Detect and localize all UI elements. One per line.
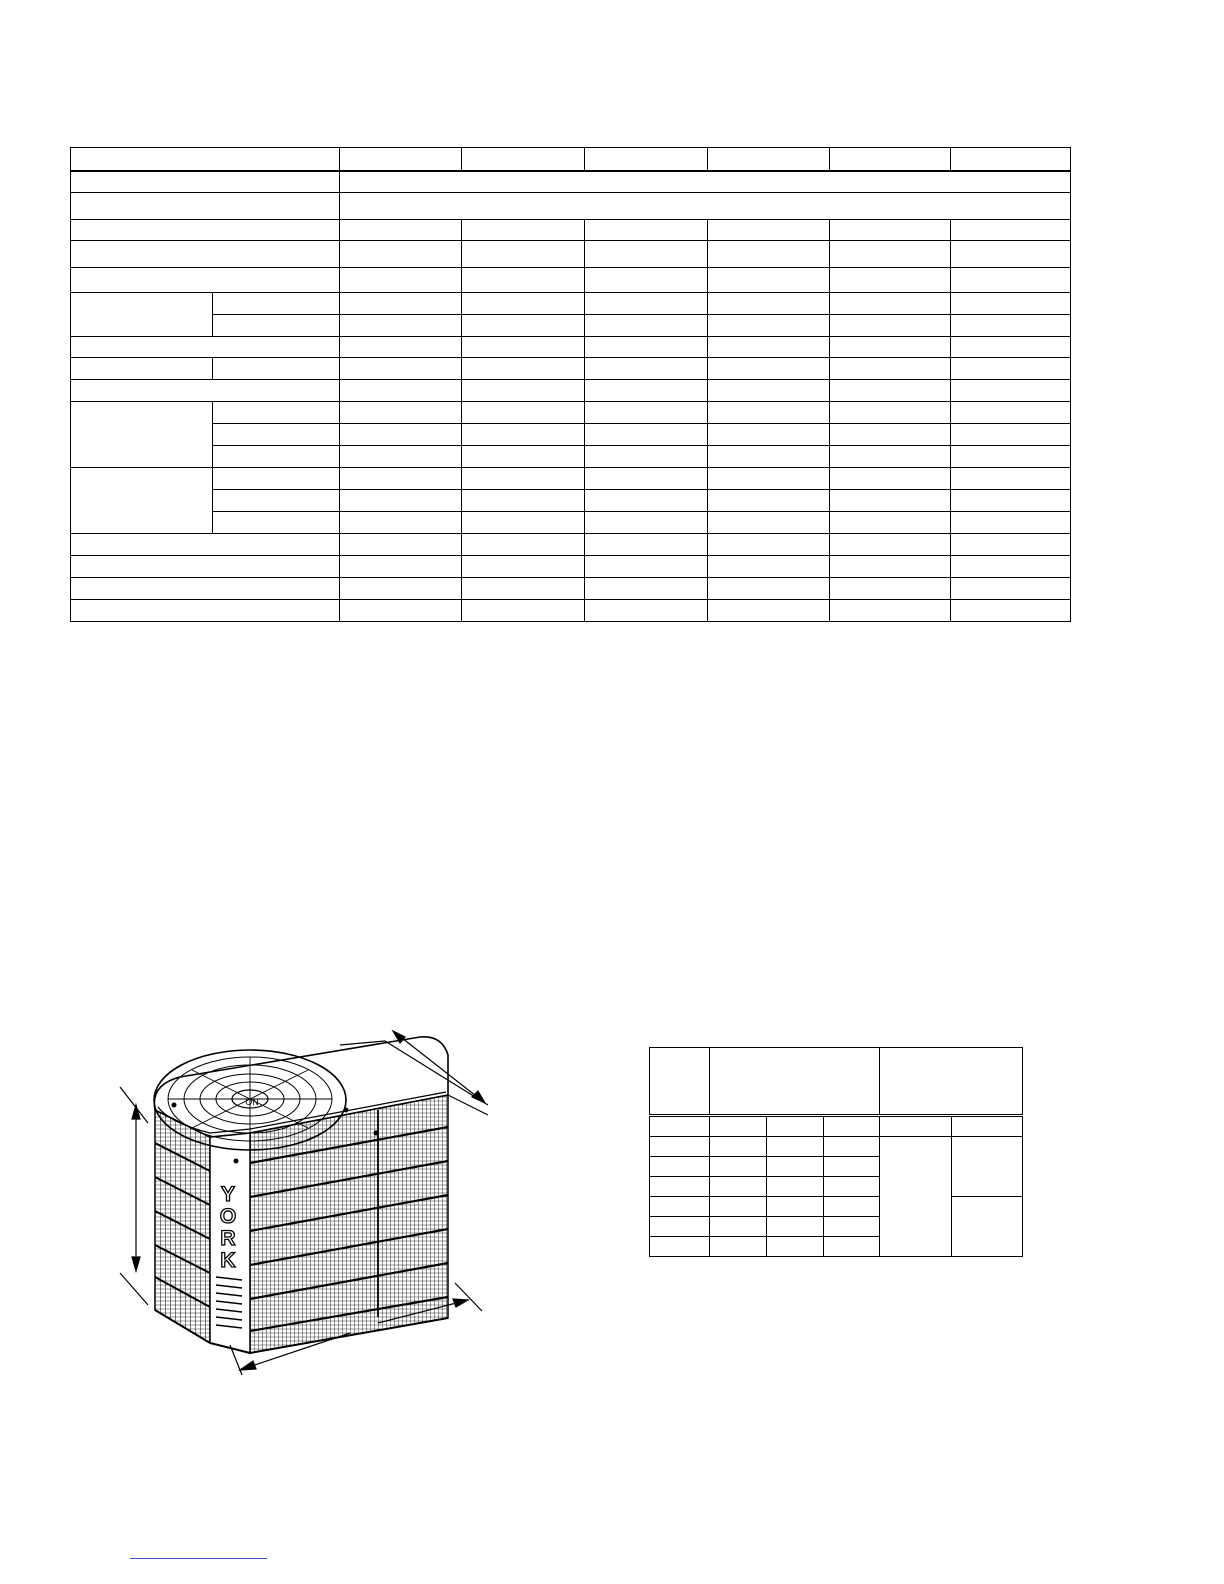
table-cell — [708, 357, 830, 379]
header-cell — [650, 1048, 710, 1116]
table-cell — [951, 219, 1071, 240]
table-cell — [767, 1137, 824, 1157]
left-coil-grille — [155, 1110, 210, 1343]
table-cell — [585, 267, 708, 292]
table-row — [71, 357, 1071, 379]
table-row — [71, 292, 1071, 314]
model-column-header — [951, 148, 1071, 172]
table-cell — [708, 423, 830, 445]
svg-text:R: R — [220, 1227, 236, 1250]
model-column-header — [585, 148, 708, 172]
sub-header-cell — [767, 1116, 824, 1137]
table-cell — [708, 401, 830, 423]
table-cell — [585, 423, 708, 445]
table-cell — [951, 336, 1071, 357]
sub-header-cell — [880, 1116, 952, 1137]
table-cell — [585, 599, 708, 621]
table-cell — [951, 599, 1071, 621]
table-cell — [710, 1197, 767, 1217]
table-cell-merged — [880, 1137, 952, 1257]
sub-header-cell — [952, 1116, 1023, 1137]
sub-label — [213, 467, 340, 489]
header-cell — [710, 1048, 880, 1116]
table-cell — [830, 267, 951, 292]
table-cell — [585, 467, 708, 489]
row-label — [71, 267, 340, 292]
table-row — [71, 423, 1071, 445]
header-cell — [880, 1048, 1023, 1116]
table-cell — [462, 423, 585, 445]
sub-header-cell — [710, 1116, 767, 1137]
table-cell — [585, 219, 708, 240]
table-row — [71, 489, 1071, 511]
table-row — [71, 467, 1071, 489]
table-cell — [650, 1217, 710, 1237]
table-cell — [462, 489, 585, 511]
table-cell — [462, 336, 585, 357]
table-cell — [462, 219, 585, 240]
table-cell — [462, 533, 585, 555]
table-row — [71, 219, 1071, 240]
table-cell — [708, 467, 830, 489]
table-cell — [650, 1237, 710, 1257]
table-cell — [340, 445, 462, 467]
condensing-unit-illustration — [110, 1015, 500, 1385]
group-label — [71, 467, 213, 533]
table-cell — [462, 511, 585, 533]
table-row — [71, 336, 1071, 357]
table-row — [650, 1137, 1023, 1157]
table-cell — [830, 599, 951, 621]
table-cell — [462, 555, 585, 577]
sub-label — [213, 423, 340, 445]
table-cell — [830, 445, 951, 467]
row-label — [71, 171, 340, 192]
table-cell — [830, 219, 951, 240]
table-cell — [951, 423, 1071, 445]
table-cell — [462, 467, 585, 489]
table-cell — [708, 379, 830, 401]
table-cell — [650, 1157, 710, 1177]
table-cell — [585, 511, 708, 533]
row-label — [71, 577, 340, 599]
group-label — [71, 401, 213, 467]
table-cell — [585, 533, 708, 555]
table-cell — [830, 240, 951, 267]
row-label — [71, 599, 340, 621]
table-cell — [951, 357, 1071, 379]
table-cell — [830, 555, 951, 577]
table-header-row — [650, 1048, 1023, 1116]
table-row — [71, 533, 1071, 555]
table-cell — [830, 577, 951, 599]
table-cell — [585, 489, 708, 511]
table-cell-merged — [952, 1137, 1023, 1197]
sub-label — [213, 511, 340, 533]
table-cell — [585, 240, 708, 267]
table-cell — [708, 336, 830, 357]
header-cell — [71, 148, 340, 172]
table-cell — [585, 379, 708, 401]
table-cell — [830, 467, 951, 489]
table-cell — [708, 445, 830, 467]
table-cell — [708, 599, 830, 621]
table-cell — [340, 357, 462, 379]
brand-logo — [220, 1183, 236, 1272]
table-cell — [340, 401, 462, 423]
sub-header-row — [650, 1116, 1023, 1137]
table-cell — [708, 292, 830, 314]
dimensions-table — [649, 1047, 1023, 1257]
table-cell — [340, 511, 462, 533]
table-cell — [951, 445, 1071, 467]
table-header-row — [71, 148, 1071, 172]
sub-label — [213, 292, 340, 314]
table-cell — [767, 1197, 824, 1217]
table-cell-merged — [340, 171, 1071, 192]
table-row — [71, 267, 1071, 292]
table-cell — [710, 1137, 767, 1157]
table-cell — [951, 467, 1071, 489]
table-cell — [340, 336, 462, 357]
table-cell — [830, 357, 951, 379]
table-cell — [951, 292, 1071, 314]
table-cell — [585, 401, 708, 423]
table-cell — [650, 1137, 710, 1157]
table-cell — [767, 1217, 824, 1237]
table-cell — [951, 533, 1071, 555]
table-cell — [340, 423, 462, 445]
table-cell — [340, 467, 462, 489]
table-cell — [462, 599, 585, 621]
table-row — [650, 1197, 1023, 1217]
table-cell — [340, 314, 462, 336]
table-row — [71, 555, 1071, 577]
table-cell — [708, 555, 830, 577]
table-cell — [824, 1237, 880, 1257]
group-label — [71, 292, 213, 336]
table-cell — [650, 1177, 710, 1197]
table-cell — [462, 401, 585, 423]
table-cell — [462, 445, 585, 467]
table-row — [71, 577, 1071, 599]
table-cell — [824, 1157, 880, 1177]
sub-label — [213, 357, 340, 379]
table-cell — [650, 1197, 710, 1217]
table-cell — [585, 445, 708, 467]
table-cell — [951, 267, 1071, 292]
table-cell — [708, 267, 830, 292]
table-cell — [340, 292, 462, 314]
model-column-header — [340, 148, 462, 172]
table-row — [71, 192, 1071, 219]
svg-text:Y: Y — [220, 1183, 236, 1206]
table-cell — [830, 379, 951, 401]
table-cell — [710, 1157, 767, 1177]
model-column-header — [708, 148, 830, 172]
table-cell — [585, 336, 708, 357]
table-cell — [830, 336, 951, 357]
table-cell — [708, 511, 830, 533]
table-cell — [585, 577, 708, 599]
table-row — [71, 171, 1071, 192]
table-cell — [462, 379, 585, 401]
table-cell — [824, 1137, 880, 1157]
table-row — [71, 379, 1071, 401]
table-cell — [585, 292, 708, 314]
row-label — [71, 379, 340, 401]
table-cell — [767, 1237, 824, 1257]
sub-label — [213, 314, 340, 336]
specifications-table — [70, 147, 1071, 622]
table-row — [71, 445, 1071, 467]
table-cell-merged — [952, 1197, 1023, 1257]
table-cell — [340, 555, 462, 577]
table-cell — [462, 267, 585, 292]
table-cell — [585, 555, 708, 577]
table-cell — [340, 489, 462, 511]
table-cell — [951, 511, 1071, 533]
table-cell — [824, 1177, 880, 1197]
table-cell — [830, 423, 951, 445]
footer-link[interactable] — [130, 1558, 267, 1559]
table-cell — [830, 401, 951, 423]
table-cell — [767, 1177, 824, 1197]
svg-text:K: K — [220, 1249, 236, 1272]
table-cell — [710, 1177, 767, 1197]
table-cell — [462, 314, 585, 336]
fan-guard-text: ON — [245, 1097, 259, 1107]
table-cell — [708, 577, 830, 599]
table-cell — [951, 577, 1071, 599]
row-label — [71, 240, 340, 267]
sub-header-cell — [650, 1116, 710, 1137]
row-label — [71, 336, 340, 357]
table-cell-merged — [340, 192, 1071, 219]
table-cell — [340, 533, 462, 555]
table-cell — [708, 533, 830, 555]
table-row — [71, 599, 1071, 621]
table-cell — [824, 1197, 880, 1217]
table-cell — [585, 314, 708, 336]
table-cell — [951, 401, 1071, 423]
sub-label — [213, 401, 340, 423]
table-cell — [462, 577, 585, 599]
svg-text:O: O — [219, 1205, 237, 1228]
table-cell — [830, 533, 951, 555]
model-column-header — [830, 148, 951, 172]
table-cell — [585, 357, 708, 379]
table-cell — [462, 357, 585, 379]
sub-label — [213, 489, 340, 511]
group-label — [71, 357, 213, 379]
row-label — [71, 192, 340, 219]
table-cell — [830, 292, 951, 314]
table-cell — [462, 240, 585, 267]
table-cell — [708, 314, 830, 336]
table-row — [71, 240, 1071, 267]
table-row — [71, 401, 1071, 423]
row-label — [71, 219, 340, 240]
table-cell — [708, 219, 830, 240]
table-cell — [708, 489, 830, 511]
table-cell — [824, 1217, 880, 1237]
sub-label — [213, 445, 340, 467]
table-cell — [708, 240, 830, 267]
row-label — [71, 533, 340, 555]
table-cell — [951, 314, 1071, 336]
table-cell — [710, 1237, 767, 1257]
table-cell — [951, 555, 1071, 577]
table-cell — [830, 314, 951, 336]
table-cell — [340, 599, 462, 621]
table-cell — [830, 511, 951, 533]
table-cell — [830, 489, 951, 511]
table-cell — [340, 267, 462, 292]
sub-header-cell — [824, 1116, 880, 1137]
table-cell — [340, 577, 462, 599]
table-cell — [710, 1217, 767, 1237]
table-cell — [951, 379, 1071, 401]
row-label — [71, 555, 340, 577]
table-cell — [340, 379, 462, 401]
model-column-header — [462, 148, 585, 172]
table-cell — [462, 292, 585, 314]
table-cell — [951, 240, 1071, 267]
table-row — [71, 314, 1071, 336]
table-row — [71, 511, 1071, 533]
table-cell — [340, 240, 462, 267]
table-cell — [951, 489, 1071, 511]
table-cell — [340, 219, 462, 240]
table-cell — [767, 1157, 824, 1177]
